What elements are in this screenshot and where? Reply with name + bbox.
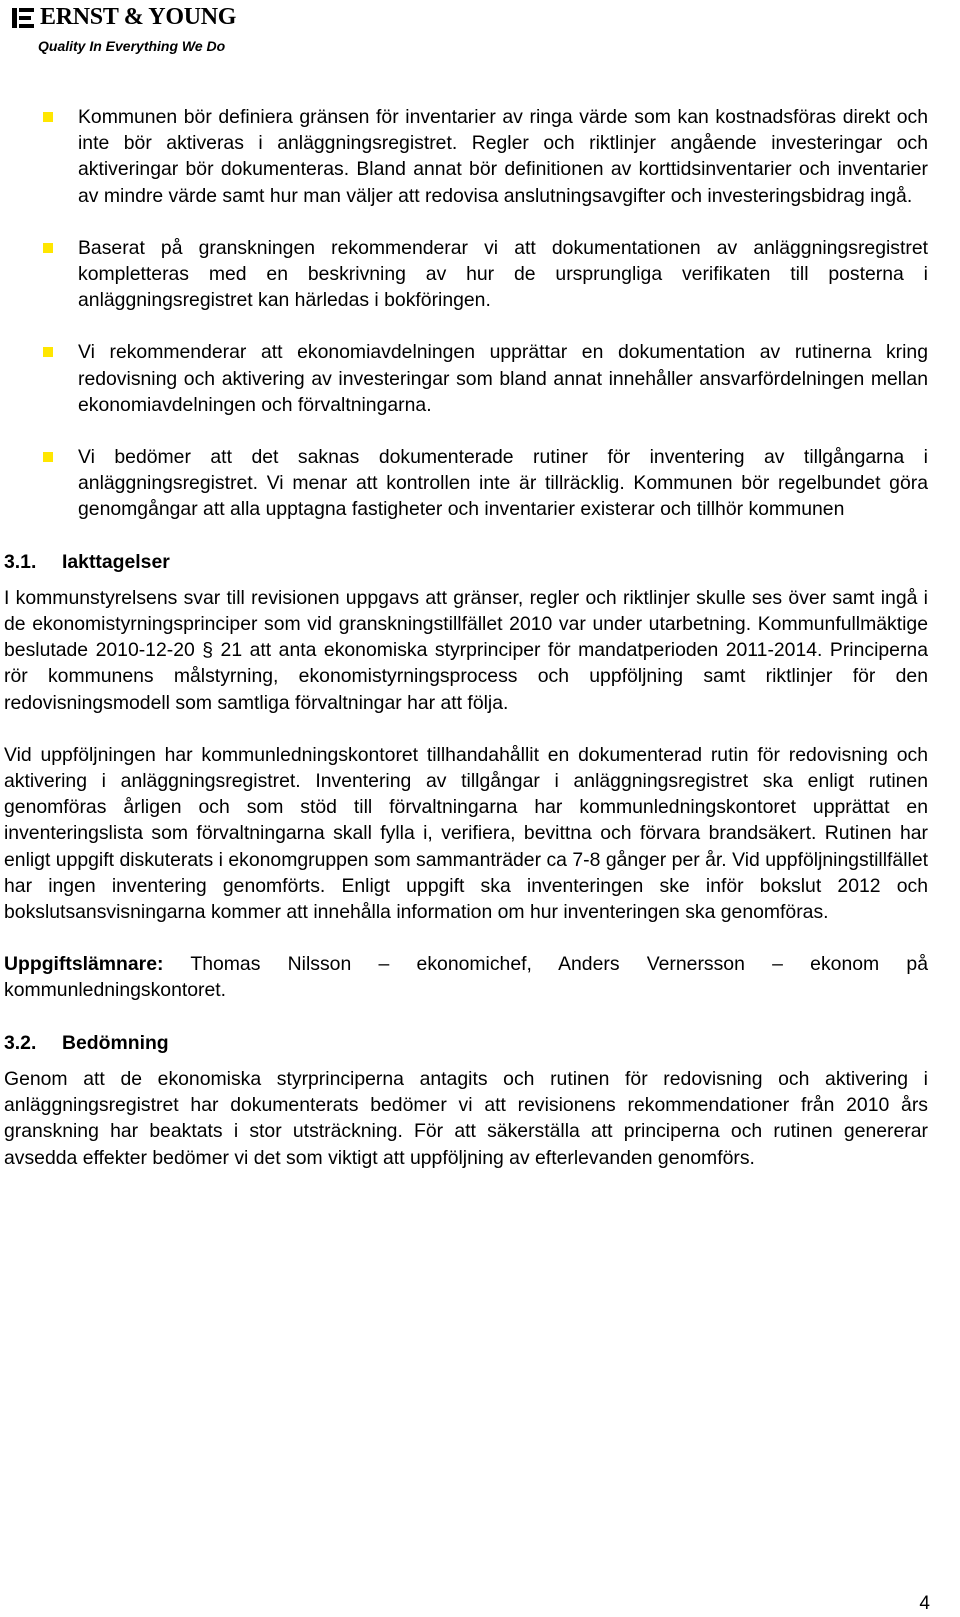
list-item-text: Kommunen bör definiera gränsen för inventarier av ringa värde som kan kostnadsföras direkt och inte bör aktiveras i anläggningsregistret. Regler och riktlinjer angående investeringar och aktiveringar bör dokumenteras. Bland annat bör definitionen av korttidsinventarier och inventarier av mindre värde samt hur man väljer att redovisa anslutningsavgifter och investeringsbidrag ingå. (78, 106, 928, 207)
informant-label: Uppgiftslämnare: (4, 953, 164, 976)
list-item-text: Vi bedömer att det saknas dokumenterade rutiner för inventering av tillgångarna i anläggningsregistret. Vi menar att kontrollen inte är tillräcklig. Kommunen bör regelbundet göra genomgångar att alla upptagna fastigheter och inventarier existerar och tillhör kommunen (78, 446, 928, 521)
company-tagline: Quality In Everything We Do (38, 38, 226, 54)
section-number: 3.2. (4, 1031, 37, 1054)
bullet-square-icon (43, 347, 53, 357)
bullet-square-icon (43, 243, 53, 253)
page-number: 4 (919, 1593, 930, 1614)
bullet-square-icon (43, 452, 53, 462)
section-title: Bedömning (62, 1031, 169, 1054)
section-heading-observations (4, 549, 928, 575)
paragraph: I kommunstyrelsens svar till revisionen uppgavs att gränser, regler och riktlinjer skulle ses över samt ingå i de ekonomistyrningsprinciper som vid granskningstillfället 2010 var under utarbetning. Kommunfullmäktige beslutade 2010-12-20 § 21 att anta ekonomiska styrprinciper för mandatperioden 2011-2014. Principerna rör kommunens målstyrning, ekonomistyrningsprocess och uppföljning samt riktlinjer för den redovisningsmodell som samtliga förvaltningar har att följa. (4, 586, 928, 714)
list-item (4, 104, 928, 209)
recommendation-list (4, 104, 928, 523)
informant-paragraph (4, 951, 928, 1003)
informant-text: Thomas Nilsson – ekonomichef, Anders Vernersson – ekonom på kommunledningskontoret. (4, 953, 928, 1002)
list-item (4, 444, 928, 523)
paragraph: Genom att de ekonomiska styrprinciperna antagits och rutinen för redovisning och aktivering i anläggningsregistret har dokumenterats bedömer vi att revisionens rekommendationer från 2010 års granskning har beaktats i stor utsträckning. För att säkerställa att principerna och rutinen genererar avsedda effekter bedömer vi det som viktigt att uppföljning av efterlevanden genomförs. (4, 1067, 928, 1169)
section-number: 3.1. (4, 550, 37, 573)
section-heading-assessment (4, 1030, 928, 1056)
paragraph: Vid uppföljningen har kommunledningskontoret tillhandahållit en dokumenterad rutin för redovisning och aktivering i anläggningsregistret. Inventering av tillgångar i anläggningsregistret ska enligt rutinen genomföras årligen och som stöd till förvaltningarna har kommunledningskontoret upprättat en inventeringslista som förvaltningarna skall fylla i, verifiera, bevittna och förvara brandsäkert. Rutinen har enligt uppgift diskuterats i ekonomgruppen som sammanträder ca 7-8 gånger per år. Vid uppföljningstillfället har ingen inventering genomförts. Enligt uppgift ska inventeringen ske inför bokslut 2012 och bokslutsansvisningarna kommer att innehålla information om hur inventeringen ska genomföras. (4, 743, 928, 924)
section-title: Iakttagelser (62, 550, 170, 573)
ey-logo-mark-icon (10, 6, 40, 30)
list-item (4, 339, 928, 418)
bullet-square-icon (43, 112, 53, 122)
ernst-young-logo (10, 4, 260, 56)
list-item-text: Baserat på granskningen rekommenderar vi att dokumentationen av anläggningsregistret kompletteras med en beskrivning av hur de ursprungliga verifikaten till posterna i anläggningsregistret kan härledas i bokföringen. (78, 236, 928, 312)
document-body (4, 104, 928, 1171)
list-item-text: Vi rekommenderar att ekonomiavdelningen upprättar en dokumentation av rutinerna kring redovisning och aktivering av investeringar som bland annat innehåller ansvarfördelningen mellan ekonomiavdelningen och förvaltningarna. (78, 341, 928, 416)
list-item (4, 235, 928, 314)
company-name: ERNST & YOUNG (40, 4, 237, 30)
